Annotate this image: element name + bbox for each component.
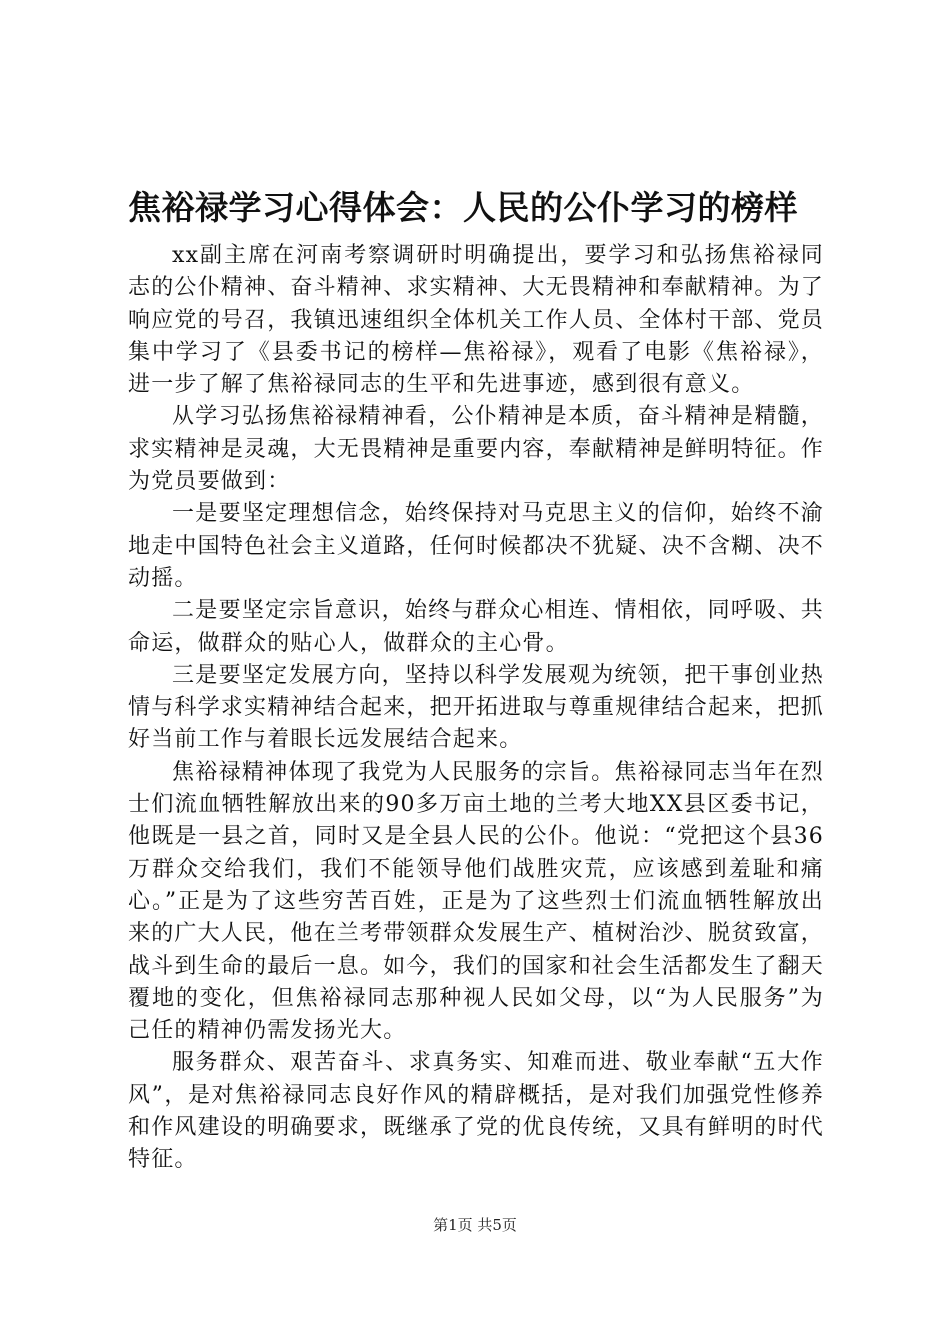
document-title: 焦裕禄学习心得体会：人民的公仆学习的榜样	[128, 188, 798, 227]
paragraph-3: 一是要坚定理想信念，始终保持对马克思主义的信仰，始终不渝地走中国特色社会主义道路，任何时候都决不犹疑、决不含糊、决不动摇。	[128, 501, 825, 591]
paragraph-5: 三是要坚定发展方向，坚持以科学发展观为统领，把干事创业热情与科学求实精神结合起来，把开拓进取与尊重规律结合起来，把抓好当前工作与着眼长远发展结合起来。	[128, 662, 825, 753]
document-body	[128, 240, 824, 1177]
paragraph-4: 二是要坚定宗旨意识，始终与群众心相连、情相依，同呼吸、共命运，做群众的贴心人，做群众的主心骨。	[128, 598, 824, 656]
page-number-footer: 第1页 共5页	[433, 1216, 517, 1234]
paragraph-1: xx副主席在河南考察调研时明确提出，要学习和弘扬焦裕禄同志的公仆精神、奋斗精神、求实精神、大无畏精神和奉献精神。为了响应党的号召，我镇迅速组织全体机关工作人员、全体村干部、党员集中学习了《县委书记的榜样—焦裕禄》，观看了电影《焦裕禄》，进一步了解了焦裕禄同志的生平和先进事迹，感到很有意义。	[128, 243, 825, 398]
paragraph-6: 焦裕禄精神体现了我党为人民服务的宗旨。焦裕禄同志当年在烈士们流血牺牲解放出来的90多万亩土地的兰考大地XX县区委书记，他既是一县之首，同时又是全县人民的公仆。他说：“党把这个县36万群众交给我们，我们不能领导他们战胜灾荒，应该感到羞耻和痛心。”正是为了这些穷苦百姓，正是为了这些烈士们流血牺牲解放出来的广大人民，他在兰考带领群众发展生产、植树治沙、脱贫致富，战斗到生命的最后一息。如今，我们的国家和社会生活都发生了翻天覆地的变化，但焦裕禄同志那种视人民如父母，以“为人民服务”为己任的精神仍需发扬光大。	[128, 759, 825, 1044]
paragraph-7: 服务群众、艰苦奋斗、求真务实、知难而进、敬业奉献“五大作风”，是对焦裕禄同志良好作风的精辟概括，是对我们加强党性修养和作风建设的明确要求，既继承了党的优良传统，又具有鲜明的时代特征。	[128, 1050, 825, 1173]
paragraph-2: 从学习弘扬焦裕禄精神看，公仆精神是本质，奋斗精神是精髓，求实精神是灵魂，大无畏精神是重要内容，奉献精神是鲜明特征。作为党员要做到：	[128, 404, 825, 495]
